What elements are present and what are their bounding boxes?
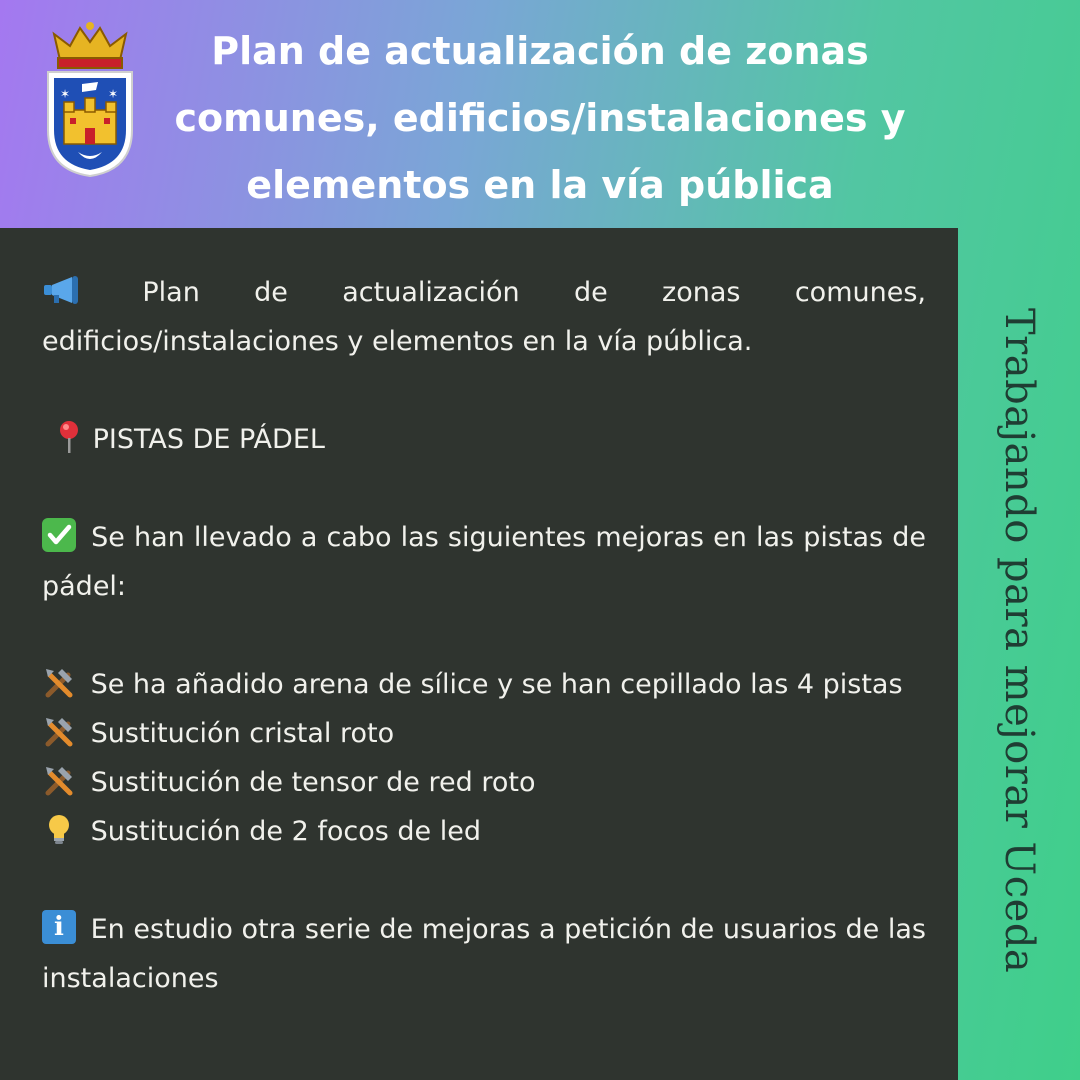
list-item xyxy=(42,660,926,709)
post-text xyxy=(42,268,926,1003)
tools-icon xyxy=(42,665,76,699)
page-title: Plan de actualización de zonas comunes, edificios/instalaciones y elementos en la vía pública xyxy=(174,29,906,207)
vertical-slogan-text: Trabajando para mejorar Uceda xyxy=(996,308,1042,974)
note-text: En estudio otra serie de mejoras a petición de usuarios de las instalaciones xyxy=(42,914,926,994)
tools-icon xyxy=(42,714,76,748)
info-icon xyxy=(42,910,76,944)
info-icon-glyph: i xyxy=(54,912,64,942)
improvements-intro-text: Se han llevado a cabo las siguientes mejoras en las pistas de pádel: xyxy=(42,522,926,602)
intro-paragraph xyxy=(42,268,926,366)
tools-icon xyxy=(42,763,76,797)
light-bulb-icon xyxy=(42,812,76,846)
svg-text:✶: ✶ xyxy=(108,87,119,101)
note-paragraph xyxy=(42,905,926,1003)
list-item xyxy=(42,709,926,758)
megaphone-icon xyxy=(42,273,82,307)
intro-text: Plan de actualización de zonas comunes, edificios/instalaciones y elementos en la vía pública. xyxy=(42,277,926,357)
section-heading xyxy=(42,415,926,464)
sidebar-slogan xyxy=(958,228,1080,1080)
check-mark-icon xyxy=(42,518,76,552)
coat-of-arms-logo xyxy=(40,20,140,180)
list-item xyxy=(42,807,926,856)
content-panel xyxy=(0,228,958,1080)
list-item-text: Sustitución de 2 focos de led xyxy=(90,816,481,847)
list-item-text: Se ha añadido arena de sílice y se han cepillado las 4 pistas xyxy=(90,669,903,700)
section-title: PISTAS DE PÁDEL xyxy=(92,424,325,455)
list-item xyxy=(42,758,926,807)
list-item-text: Sustitución de tensor de red roto xyxy=(90,767,536,798)
header-banner xyxy=(0,0,1080,228)
svg-text:✶: ✶ xyxy=(60,87,71,101)
improvements-intro xyxy=(42,513,926,611)
list-item-text: Sustitución cristal roto xyxy=(90,718,395,749)
pin-icon xyxy=(56,420,82,454)
